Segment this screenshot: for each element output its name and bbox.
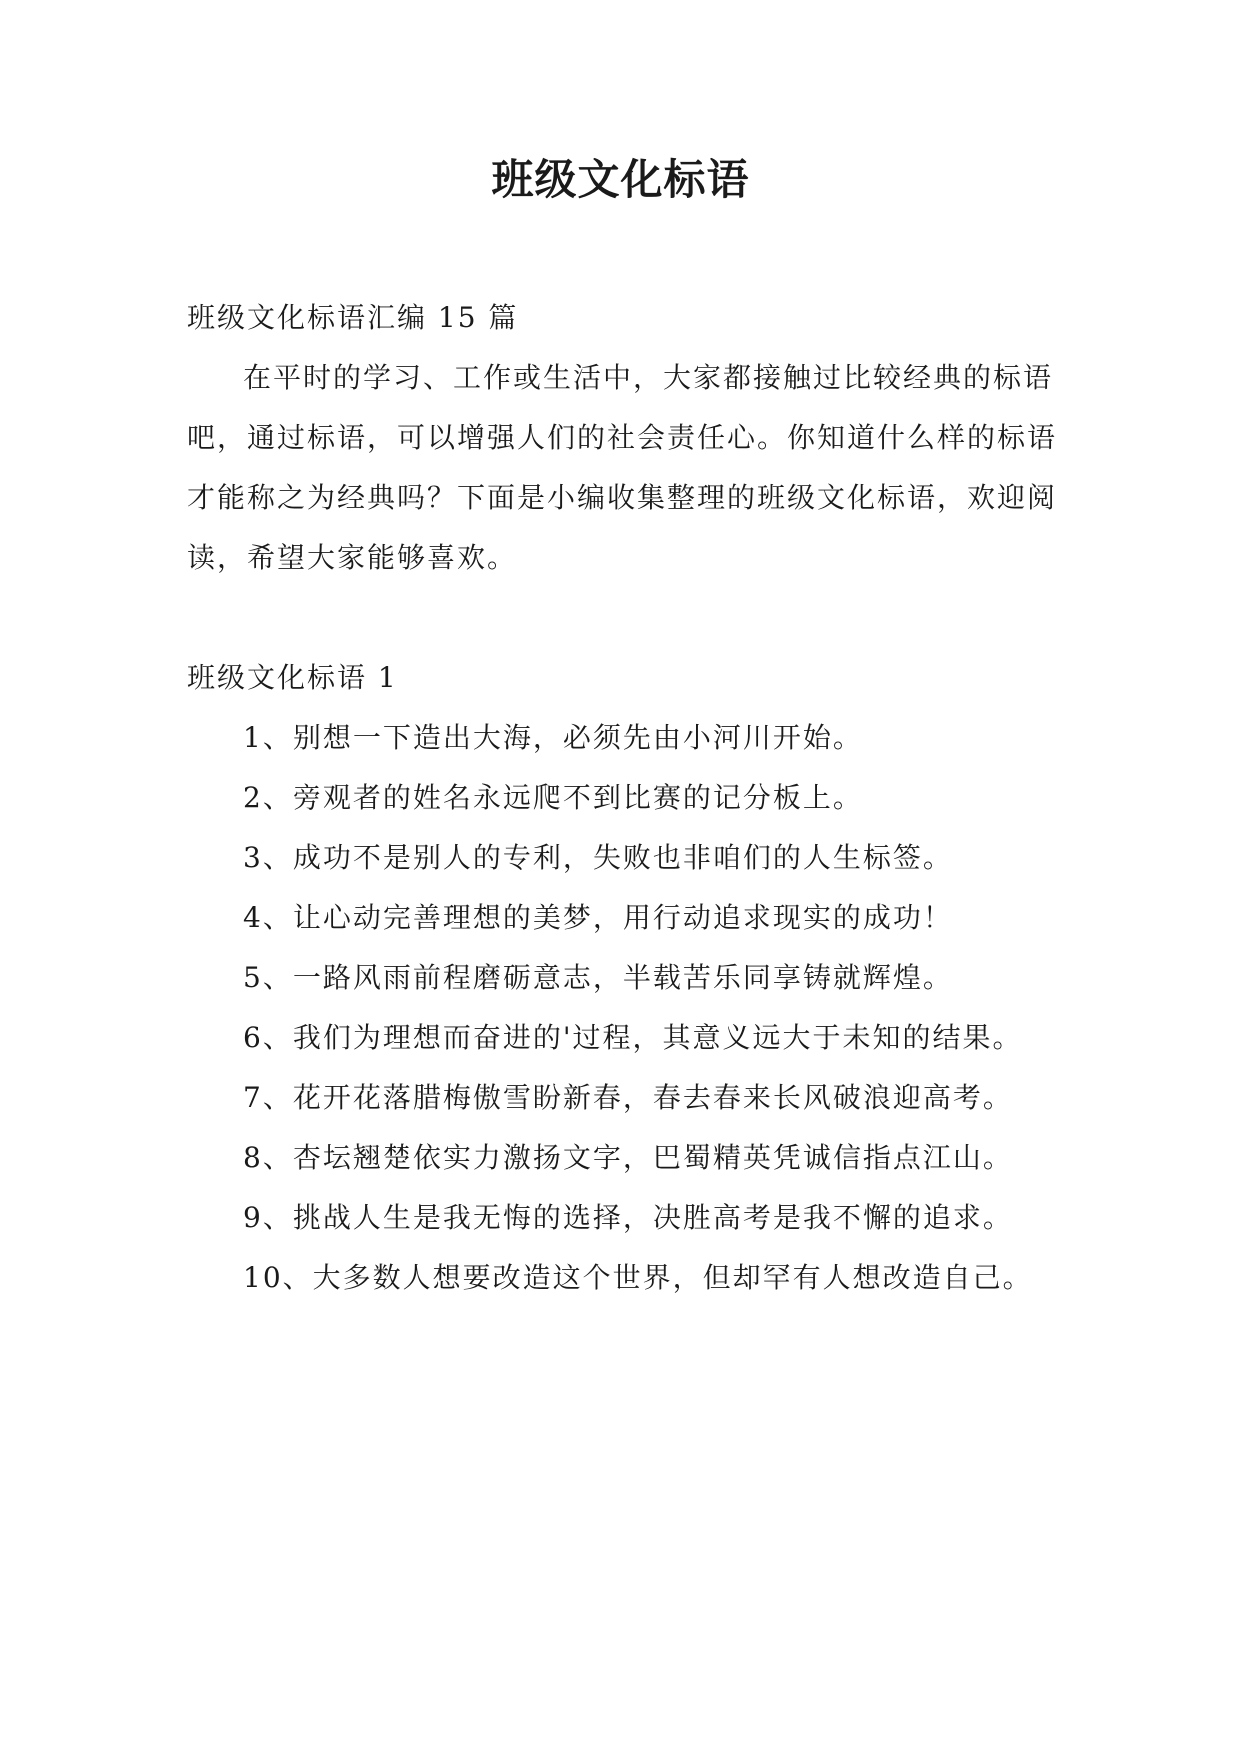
slogan-item: 4、让心动完善理想的美梦，用行动追求现实的成功！ [243, 901, 953, 934]
intro-paragraph: 在平时的学习、工作或生活中，大家都接触过比较经典的标语吧，通过标语，可以增强人们的社会责任心。你知道什么样的标语才能称之为经典吗？下面是小编收集整理的班级文化标语，欢迎阅读，希望大家能够喜欢。 [187, 361, 1058, 574]
slogan-item: 9、挑战人生是我无悔的选择，决胜高考是我不懈的追求。 [243, 1201, 1013, 1234]
slogan-item: 1、别想一下造出大海，必须先由小河川开始。 [243, 721, 863, 754]
document-subtitle: 班级文化标语汇编 15 篇 [187, 301, 519, 334]
slogan-item: 6、我们为理想而奋进的'过程，其意义远大于未知的结果。 [243, 1021, 1023, 1054]
slogan-item: 3、成功不是别人的专利，失败也非咱们的人生标签。 [243, 841, 953, 874]
slogan-item: 10、大多数人想要改造这个世界，但却罕有人想改造自己。 [243, 1261, 1033, 1294]
slogan-item: 5、一路风雨前程磨砺意志，半载苦乐同享铸就辉煌。 [243, 961, 953, 994]
section-heading: 班级文化标语 1 [187, 661, 398, 694]
slogan-item: 2、旁观者的姓名永远爬不到比赛的记分板上。 [243, 781, 863, 814]
document-body [187, 288, 1057, 1308]
paragraph-gap [187, 588, 1057, 648]
slogan-item: 7、花开花落腊梅傲雪盼新春，春去春来长风破浪迎高考。 [243, 1081, 1013, 1114]
slogan-item: 8、杏坛翘楚依实力激扬文字，巴蜀精英凭诚信指点江山。 [243, 1141, 1013, 1174]
document-title: 班级文化标语 [491, 155, 750, 204]
